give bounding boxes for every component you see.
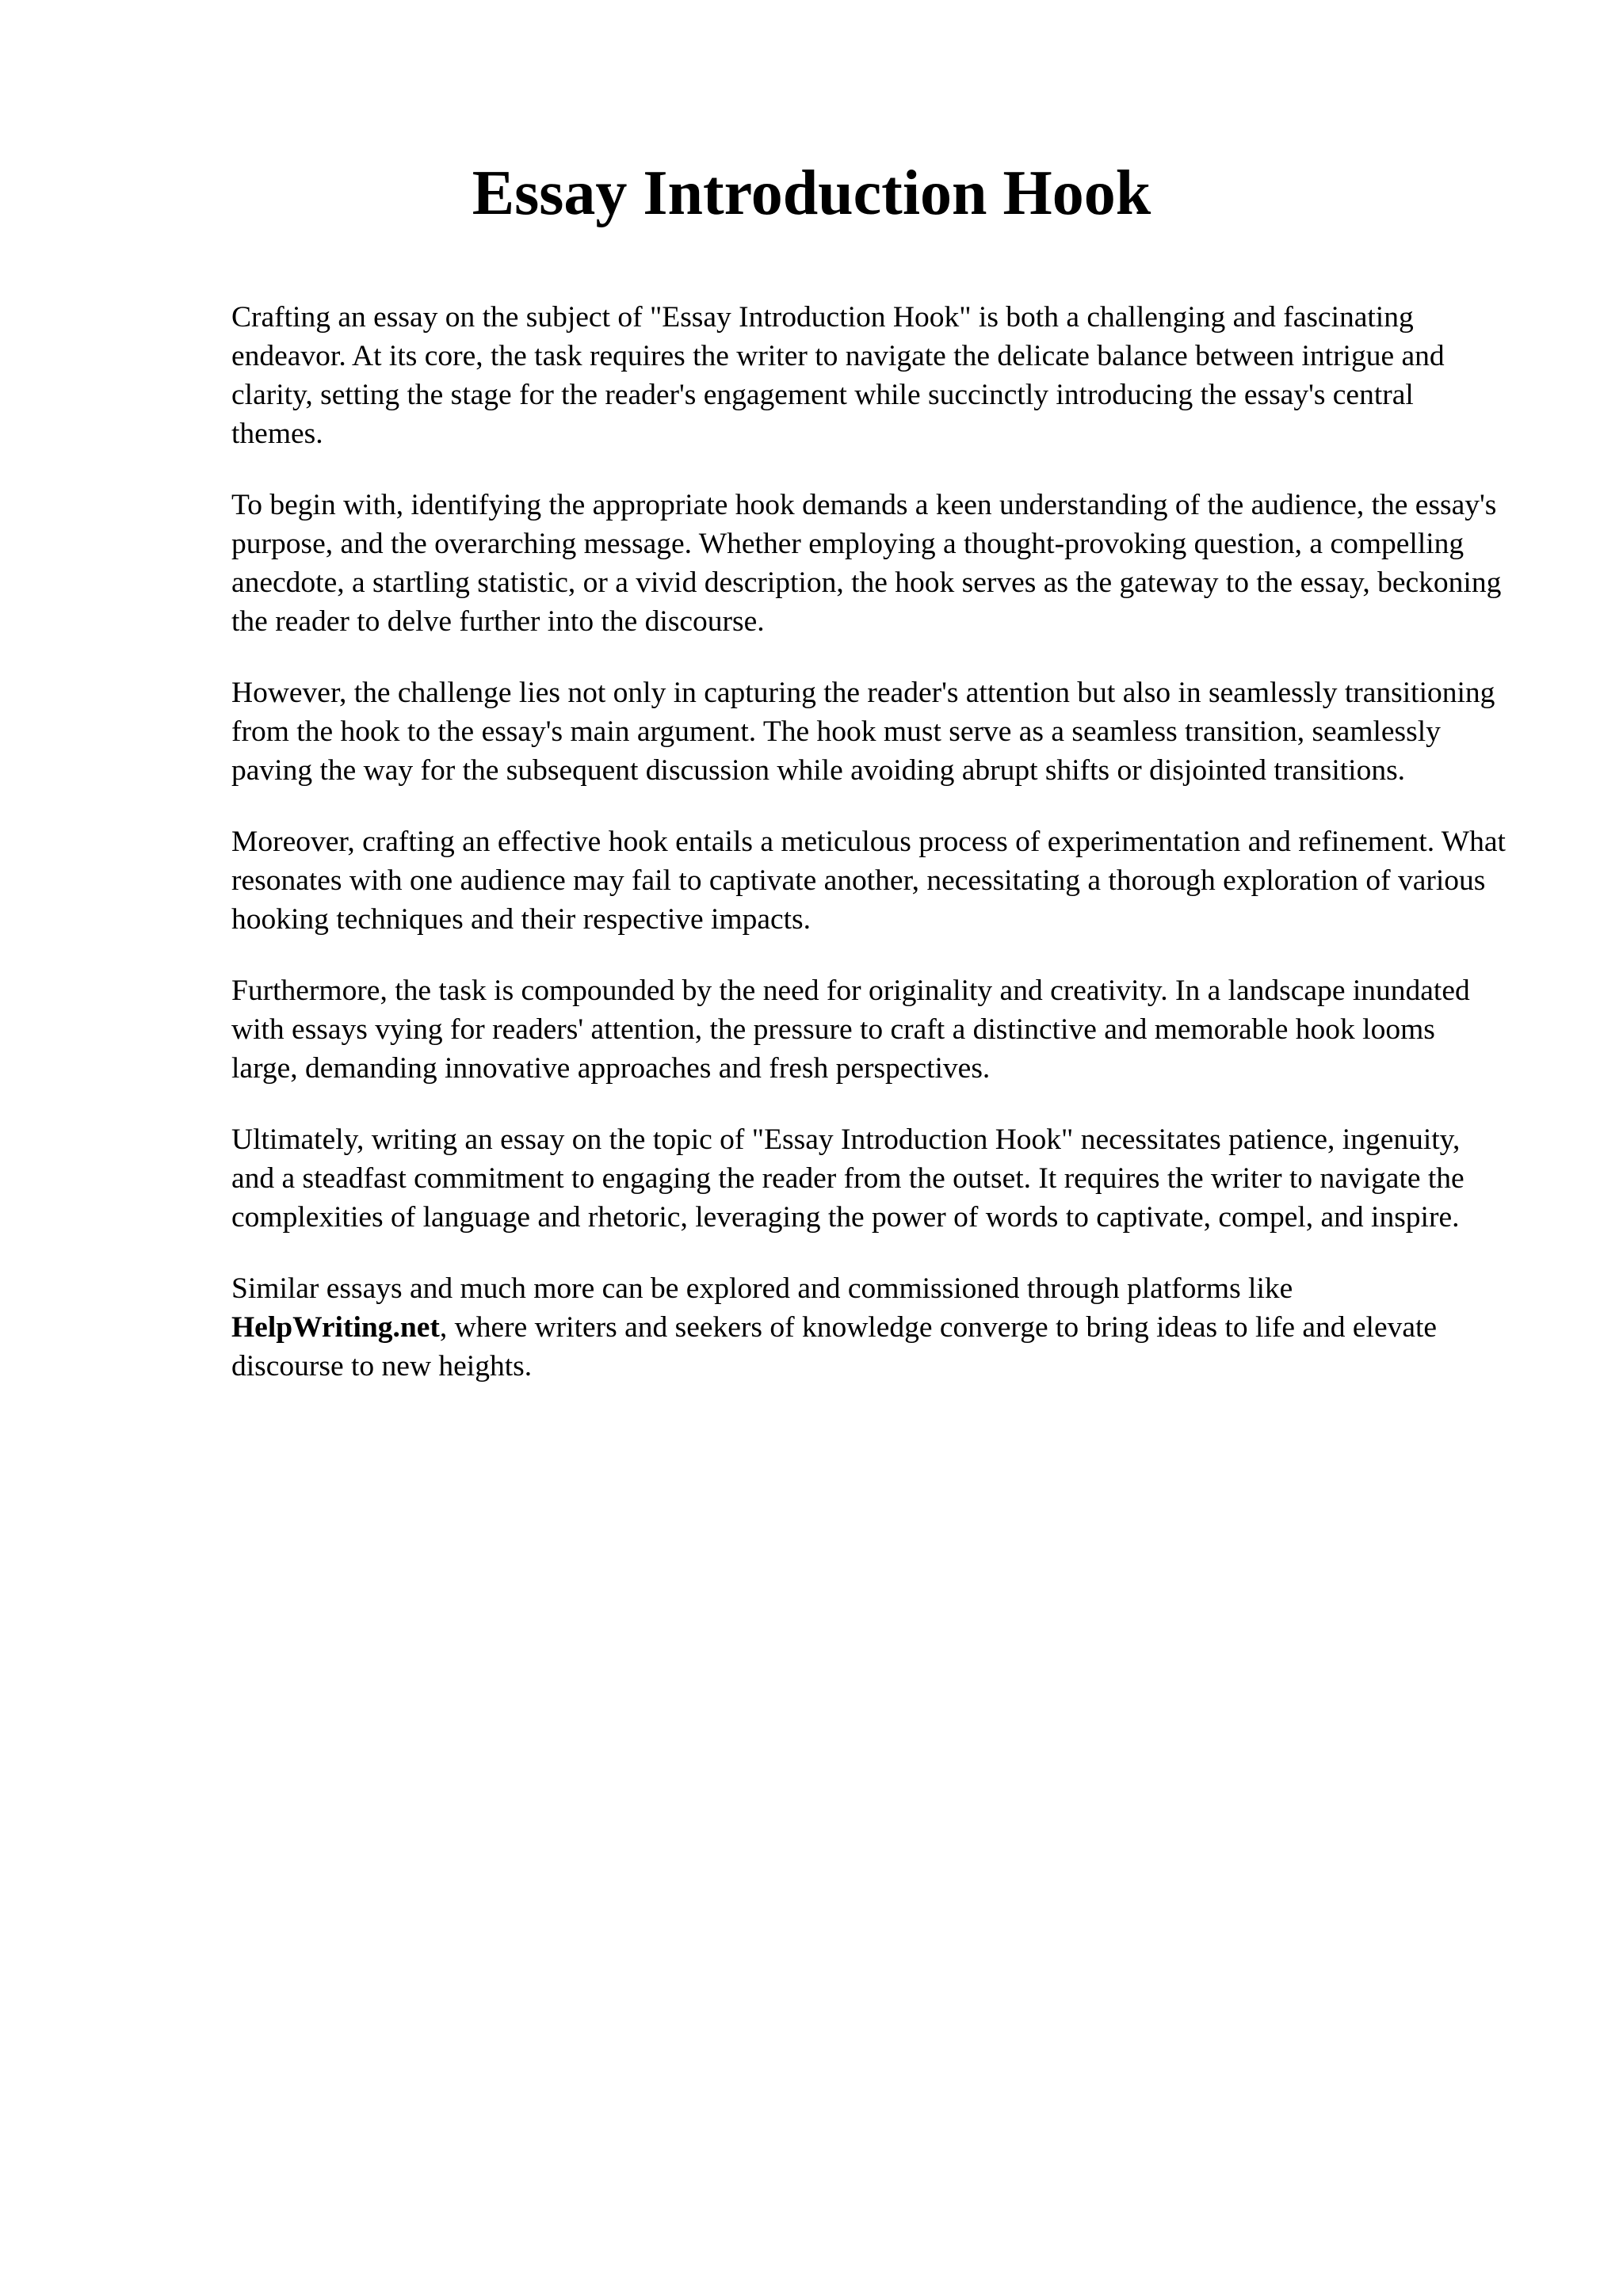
document-title: Essay Introduction Hook	[472, 158, 1151, 228]
paragraph-6: Ultimately, writing an essay on the topic of "Essay Introduction Hook" necessitates patience, ingenuity, and a steadfast commitment to engaging the reader from the outset. It requires the writer to navigate the complexities of language and rhetoric, leveraging the power of words to captivate, compel, and inspire.	[231, 1123, 1465, 1234]
paragraph-2: To begin with, identifying the appropriate hook demands a keen understanding of the audience, the essay's purpose, and the overarching message. Whether employing a thought-provoking question, a compelling anecdote, a startling statistic, or a vivid description, the hook serves as the gateway to the essay, beckoning the reader to delve further into the discourse.	[231, 489, 1502, 638]
paragraph-1: Crafting an essay on the subject of "Essay Introduction Hook" is both a challenging and fascinating endeavor. At its core, the task requires the writer to navigate the delicate balance between intrigue and clarity, setting the stage for the reader's engagement while succinctly introducing the essay's central themes.	[231, 301, 1445, 450]
paragraph-4: Moreover, crafting an effective hook entails a meticulous process of experimentation and refinement. What resonates with one audience may fail to captivate another, necessitating a thorough exploration of various hooking techniques and their respective impacts.	[231, 826, 1506, 936]
paragraph-5: Furthermore, the task is compounded by the need for originality and creativity. In a landscape inundated with essays vying for readers' attention, the pressure to craft a distinctive and memorable hook looms large, demanding innovative approaches and fresh perspectives.	[231, 974, 1470, 1085]
closing-text-after: , where writers and seekers of knowledge converge to bring ideas to life and elevate discourse to new heights.	[231, 1311, 1438, 1383]
closing-paragraph	[231, 1269, 1507, 1386]
paragraph-3: However, the challenge lies not only in capturing the reader's attention but also in seamlessly transitioning from the hook to the essay's main argument. The hook must serve as a seamless transition, seamlessly paving the way for the subsequent discussion while avoiding abrupt shifts or disjointed transitions.	[231, 677, 1495, 787]
document-body	[231, 298, 1507, 1418]
closing-text-before: Similar essays and much more can be explored and commissioned through platforms like	[231, 1272, 1293, 1305]
brand-name: HelpWriting.net	[231, 1311, 440, 1344]
